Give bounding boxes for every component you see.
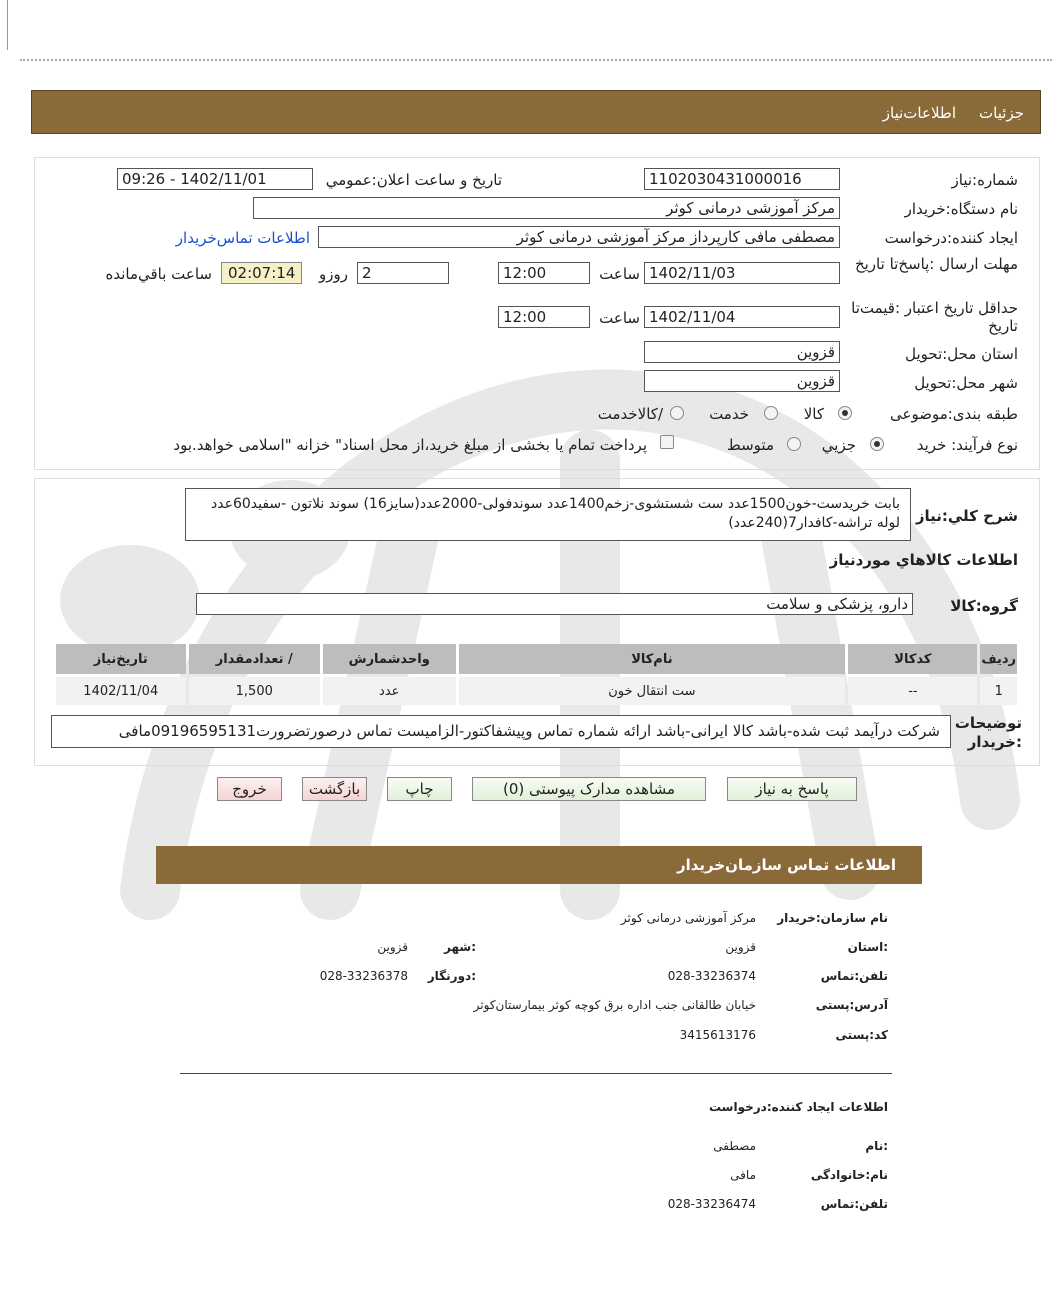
goods-table [53, 641, 1020, 708]
process-medium-radio[interactable] [787, 437, 801, 451]
summary-label: شرح کلي:نياز [915, 507, 1018, 525]
buyer-org-field: مرکز آموزشی درمانی کوثر [253, 197, 840, 219]
cell-need-date: 1402/11/04 [56, 677, 186, 705]
deadline-time-field: 12:00 [498, 262, 590, 284]
category-goods-label: کالا [803, 405, 824, 423]
validity-date-field: 1402/11/04 [644, 306, 840, 328]
province-field: قزوين [644, 341, 840, 363]
creator-family-value: مافی [730, 1168, 756, 1182]
city-label: شهر محل:تحويل [914, 374, 1018, 392]
validity-label: حداقل تاريخ اعتبار :قيمت‌تا تاريخ [851, 299, 1018, 335]
page-header [31, 90, 1041, 134]
announce-field: 1402/11/01 - 09:26 [117, 168, 313, 190]
category-service-radio[interactable] [764, 406, 778, 420]
reply-button[interactable]: پاسخ به نياز [727, 777, 857, 801]
creator-phone-value: 028-33236474 [667, 1197, 756, 1211]
top-divider [20, 59, 1052, 61]
col-need-date: تاريخ‌نياز [56, 644, 186, 674]
city-field: قزوين [644, 370, 840, 392]
table-row [56, 677, 1017, 705]
payment-note: پرداخت تمام يا بخشی از مبلغ خريد،از محل اسناد" خزانه "اسلامی خواهد.بود [173, 436, 647, 454]
contact-header [156, 846, 922, 884]
creator-phone-label: تلفن:تماس [820, 1197, 888, 1211]
payment-checkbox[interactable] [660, 435, 674, 449]
deadline-date-field: 1402/11/03 [644, 262, 840, 284]
back-button[interactable]: بازگشت [302, 777, 367, 801]
contact-province-value: قزوين [725, 940, 756, 954]
category-label: طبقه بندی:موضوعی [890, 405, 1018, 423]
creator-family-label: نام:خانوادگی [810, 1168, 888, 1182]
left-border [7, 0, 8, 50]
cell-unit: عدد [323, 677, 456, 705]
deadline-label: مهلت ارسال :پاسخ‌تا تاريخ [854, 255, 1018, 273]
creator-info-title: اطلاعات ايجاد کننده:درخواست [708, 1100, 888, 1114]
buyer-org-label: نام دستگاه:خريدار [904, 200, 1018, 218]
contact-province-label: :استان [847, 940, 888, 954]
contact-org-value: مرکز آموزشی درمانی کوثر [620, 911, 756, 925]
col-row-no: رديف [980, 644, 1017, 674]
deadline-time-label: ساعت [599, 265, 640, 283]
tab-need-info[interactable]: اطلاعات‌نیاز [882, 104, 956, 122]
validity-time-field: 12:00 [498, 306, 590, 328]
contact-address-label: آدرس:پستی [815, 998, 888, 1012]
process-minor-radio[interactable] [870, 437, 884, 451]
cell-row-no: 1 [980, 677, 1017, 705]
process-minor-label: جزيي [821, 436, 856, 454]
contact-title: اطلاعات تماس سازمان‌خريدار [676, 856, 896, 874]
contact-fax-value: 028-33236378 [319, 969, 408, 983]
col-item-name: نام‌کالا [459, 644, 846, 674]
contact-city-label: :شهر [444, 940, 476, 954]
category-both-label: /کالاخدمت [597, 405, 663, 423]
process-medium-label: متوسط [726, 436, 774, 454]
category-goods-radio[interactable] [838, 406, 852, 420]
contact-postal-value: 3415613176 [679, 1028, 756, 1042]
buyer-contact-link[interactable]: اطلاعات تماس‌خريدار [175, 229, 310, 247]
contact-city-value: قزوين [377, 940, 408, 954]
category-both-radio[interactable] [670, 406, 684, 420]
contact-fax-label: :دورنگار [427, 969, 476, 983]
goods-info-title: اطلاعات کالاهاي موردنياز [829, 551, 1018, 569]
goods-group-label: گروه:کالا [950, 597, 1018, 615]
province-label: استان محل:تحويل [905, 345, 1018, 363]
contact-address-value: خیابان طالقانی جنب اداره برق کوچه کوثر بیمارستان‌کوثر [473, 998, 756, 1012]
contact-org-label: نام سازمان:خريدار [777, 911, 888, 925]
cell-quantity: 1,500 [189, 677, 320, 705]
contact-phone-value: 028-33236374 [667, 969, 756, 983]
cell-item-code: -- [848, 677, 977, 705]
col-item-code: کدکالا [848, 644, 977, 674]
creator-label: ايجاد کننده:درخواست [884, 229, 1018, 247]
days-label: روزو [319, 265, 348, 283]
cell-item-name: ست انتقال خون [459, 677, 846, 705]
contact-phone-label: تلفن:تماس [820, 969, 888, 983]
summary-text: بابت خریدست-خون1500عدد ست شستشوی-زخم1400عدد سوندفولی-2000عدد(سایز16) سوند نلاتون -سفید60عدد لوله تراشه-کافدار7(240عدد) [185, 488, 911, 541]
creator-name-value: مصطفی [713, 1139, 756, 1153]
goods-group-field: دارو، پزشکی و سلامت [196, 593, 913, 615]
col-unit: واحدشمارش [323, 644, 456, 674]
buyer-notes-text: شرکت درآیمد ثبت شده-باشد کالا ایرانی-باشد ارائه شماره تماس وپیشفاکتور-الزامیست تماس درصورتضرورت09196595131مافی [51, 715, 951, 748]
need-number-label: شماره:نیاز [951, 171, 1018, 189]
contact-postal-label: کد:پستی [835, 1028, 888, 1042]
print-button[interactable]: چاپ [387, 777, 452, 801]
need-number-field: 1102030431000016 [644, 168, 840, 190]
process-label: نوع فرآيند: خريد [916, 436, 1018, 454]
table-header-row [56, 644, 1017, 674]
view-attachments-button[interactable]: مشاهده مدارک پيوستی (0) [472, 777, 706, 801]
validity-time-label: ساعت [599, 309, 640, 327]
creator-name-label: :نام [865, 1139, 888, 1153]
creator-field: مصطفی مافی کارپرداز مرکز آموزشی درمانی کوثر [318, 226, 840, 248]
tab-details[interactable]: جزئیات [979, 104, 1024, 122]
remaining-label: ساعت باقي‌مانده [105, 265, 212, 283]
category-service-label: خدمت [709, 405, 749, 423]
col-quantity: / تعدادمقدار [189, 644, 320, 674]
contact-divider [180, 1073, 892, 1074]
announce-label: تاريخ و ساعت اعلان:عمومي [325, 171, 502, 189]
buyer-notes-label: توضيحات :خريدار [954, 714, 1022, 751]
exit-button[interactable]: خروج [217, 777, 282, 801]
remaining-time-badge: 02:07:14 [221, 262, 302, 284]
days-field: 2 [357, 262, 449, 284]
